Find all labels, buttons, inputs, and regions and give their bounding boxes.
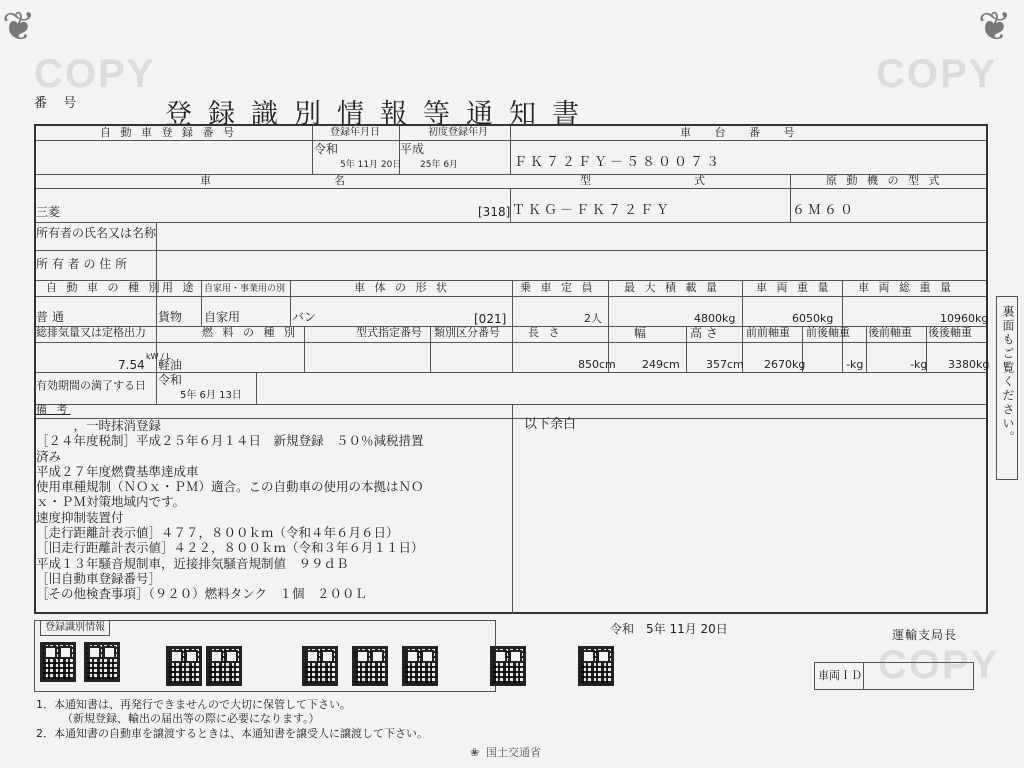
label-vehicle-type: 自 動 車 の 種 別 (46, 281, 163, 294)
qr-code-icon (490, 646, 526, 686)
length: 850cm (578, 358, 616, 371)
qr-code-icon (84, 642, 120, 682)
reg-date: 5年 11月 20日 (340, 160, 402, 170)
note-1: 1．本通知書は、再発行できませんので大切に保管して下さい。 (36, 698, 351, 711)
watermark-copy: COPY (34, 52, 156, 96)
fr-axle: -kg (846, 358, 864, 371)
bango-label: 番 号 (34, 96, 83, 111)
use: 貨物 (158, 310, 183, 324)
remarks-line: ｘ・ＰＭ対策地域内です。 (36, 494, 186, 510)
maker-code: [318] (478, 205, 511, 219)
remarks-list (36, 418, 424, 602)
remarks-line: ［２４年度税制］平成２５年６月１４日 新規登録 ５０％減税措置 (36, 433, 424, 449)
note-2: 2．本通知書の自動車を譲渡するときは、本通知書を譲受人に譲渡して下さい。 (36, 727, 428, 740)
label-remarks: 備 考 (36, 403, 71, 416)
label-reg-date: 登録年月日 (330, 127, 380, 138)
rr-axle: 3380kg (948, 358, 990, 371)
remarks-line: 速度抑制装置付 (36, 509, 124, 525)
label-displacement: 総排気量又は定格出力 (36, 326, 146, 339)
gross-weight: 10960kg (940, 312, 989, 325)
height: 357cm (706, 358, 744, 371)
displacement: 7.54 (118, 358, 145, 372)
expiry-era: 令和 (158, 373, 183, 387)
ff-axle: 2670kg (764, 358, 806, 371)
reg-era: 令和 (314, 142, 339, 156)
label-reg-number: 自 動 車 登 録 番 号 (100, 126, 237, 139)
label-rf-axle: 後前軸重 (868, 326, 912, 339)
displacement-unit: kW / L (146, 352, 171, 361)
label-gross-weight: 車 両 総 重 量 (858, 281, 954, 294)
remarks-line: ［旧走行距離計表示値］４２２，８００ｋｍ（令和３年６月１１日） (36, 540, 424, 556)
watermark-copy: COPY (876, 52, 998, 96)
weight: 6050kg (792, 312, 834, 325)
label-rr-axle: 後後軸重 (928, 326, 972, 339)
qr-code-icon (166, 646, 202, 686)
label-type-designation: 型式指定番号 (356, 326, 422, 339)
label-car: 車 (200, 174, 214, 187)
label-first-reg: 初度登録年月 (428, 127, 488, 138)
ministry-name: 国土交通省 (486, 746, 541, 759)
label-qr-section: 登録識別情報 (40, 620, 110, 636)
label-use: 用 途 (162, 281, 197, 294)
label-private-business: 自家用・事業用の別 (204, 284, 286, 294)
label-model: 型 (580, 174, 594, 187)
label-max-load: 最 大 積 載 量 (624, 281, 720, 294)
label-shiki: 式 (694, 174, 708, 187)
label-length: 長 さ (528, 326, 563, 339)
remarks-line: 使用車種規制（ＮＯｘ・ＰＭ）適合。この自動車の使用の本拠はＮＯ (36, 479, 424, 495)
issue-date: 令和 5年 11月 20日 (610, 622, 728, 636)
capacity: 2人 (584, 312, 602, 325)
label-width: 幅 (634, 326, 647, 340)
qr-code-icon (302, 646, 338, 686)
fuel: 軽油 (158, 358, 183, 372)
remarks-line: ［走行距離計表示値］４７７，８００ｋｍ（令和４年６月６日） (36, 525, 399, 541)
label-height: 高 さ (690, 326, 718, 340)
remarks-right: 以下余白 (524, 417, 577, 432)
issuer: 運輸支局長 (892, 628, 958, 642)
ministry-emblem-icon: ❀ (470, 746, 480, 759)
remarks-line: ［旧自動車登録番号］ (36, 570, 162, 586)
qr-code-icon (206, 646, 242, 686)
label-expiry: 有効期間の満了する日 (36, 379, 146, 392)
engine-model: ６Ｍ６０ (792, 203, 857, 218)
note-1-sub: （新規登録、輸出の届出等の際に必要になります。） (62, 712, 320, 725)
remarks-line: 平成２７年度燃費基準達成車 (36, 463, 199, 479)
label-vehicle-id: 車両ＩＤ (818, 669, 862, 682)
width: 249cm (642, 358, 680, 371)
label-owner-name: 所有者の氏名又は名称 (36, 226, 157, 240)
label-fr-axle: 前後軸重 (806, 326, 850, 339)
label-body-shape: 車 体 の 形 状 (354, 281, 450, 294)
remarks-line: ，一時抹消登録 (36, 418, 162, 433)
side-note: 裏面もご覧ください。 (996, 296, 1018, 480)
ornament-corner-icon: ❦ (2, 4, 36, 50)
remarks-line: 済み (36, 448, 62, 464)
maker: 三菱 (36, 205, 61, 219)
label-engine-model: 原 動 機 の 型 式 (826, 174, 943, 187)
max-load: 4800kg (694, 312, 736, 325)
first-reg-date: 25年 6月 (420, 160, 459, 170)
watermark-copy: COPY (878, 643, 1000, 687)
first-reg-era: 平成 (400, 142, 425, 156)
body-code: [021] (474, 312, 507, 326)
label-owner-address: 所 有 者 の 住 所 (36, 257, 128, 271)
model: ＴＫＧ－ＦＫ７２ＦＹ (512, 203, 673, 218)
private-business: 自家用 (204, 310, 241, 324)
remarks-line: ［その他検査事項］（９２０）燃料タンク １個 ２００Ｌ (36, 586, 368, 602)
qr-code-icon (40, 642, 76, 682)
qr-code-icon (352, 646, 388, 686)
expiry-date: 5年 6月 13日 (180, 390, 242, 401)
page-title: 登録識別情報等通知書 (165, 99, 595, 130)
body-shape: バン (292, 310, 317, 324)
label-name: 名 (334, 174, 348, 187)
label-fuel: 燃 料 の 種 別 (202, 326, 298, 339)
label-ff-axle: 前前軸重 (746, 326, 790, 339)
remarks-line: 平成１３年騒音規制車，近接排気騒音規制値 ９９ｄＢ (36, 555, 349, 571)
chassis-number: ＦＫ７２ＦＹ－５８００７３ (514, 155, 723, 170)
vehicle-type: 普 通 (36, 310, 64, 324)
label-chassis: 車 台 番 号 (680, 126, 805, 139)
label-category-number: 類別区分番号 (434, 326, 500, 339)
qr-code-icon (578, 646, 614, 686)
rf-axle: -kg (910, 358, 928, 371)
ornament-corner-icon: ❦ (978, 4, 1012, 50)
qr-code-icon (402, 646, 438, 686)
label-weight: 車 両 重 量 (756, 281, 832, 294)
label-capacity: 乗 車 定 員 (520, 281, 596, 294)
